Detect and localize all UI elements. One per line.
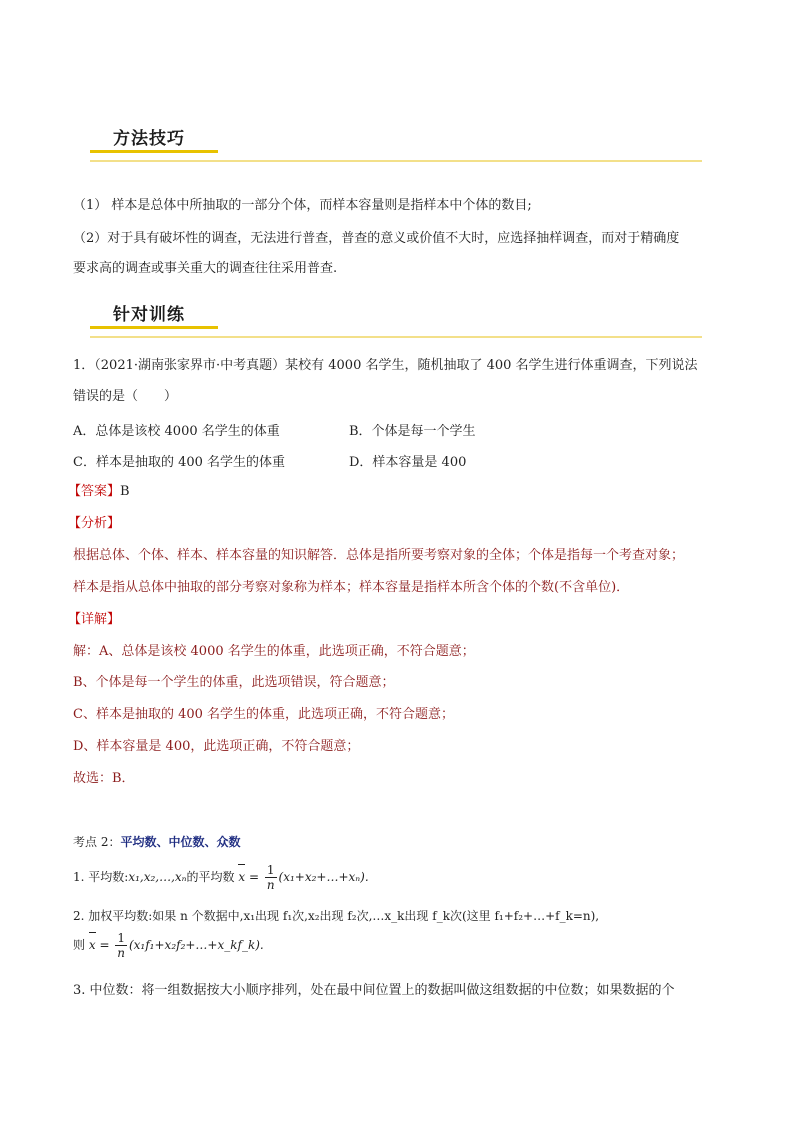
detail-line-2: B、个体是每一个学生的体重，此选项错误，符合题意； — [73, 675, 395, 690]
training-section-title: 针对训练 — [113, 305, 185, 325]
item1-mid: 的平均数 — [186, 870, 235, 884]
item2-formula: (x₁f₁+x₂f₂+…+x_kf_k). — [128, 938, 264, 952]
kaodian-title: 平均数、中位数、众数 — [120, 835, 241, 849]
method-divider — [90, 160, 702, 162]
method-section-title: 方法技巧 — [113, 129, 185, 149]
item1-prefix: 1. 平均数: — [73, 870, 129, 884]
detail-line-4: D、样本容量是 400，此选项正确，不符合题意； — [73, 739, 360, 754]
weighted-mean-symbol: x — [89, 930, 96, 960]
answer-value: B — [120, 484, 130, 499]
option-c: C．样本是抽取的 400 名学生的体重 — [73, 455, 286, 470]
question-stem-1: 1．（2021·湖南张家界市·中考真题）某校有 4000 名学生，随机抽取了 400 名学生进行体重调查，下列说法 — [73, 358, 698, 373]
item-2-line-1: 2. 加权平均数:如果 n 个数据中,x₁出现 f₁次,x₂出现 f₂次,…x_k出现 f_k次(这里 f₁+f₂+…+f_k=n), — [73, 909, 600, 923]
item-1 — [73, 862, 369, 892]
item2-frac-den: n — [117, 946, 126, 960]
kaodian-prefix: 考点 2： — [73, 835, 121, 849]
analysis-line-1: 根据总体、个体、样本、样本容量的知识解答．总体是指所要考察对象的全体；个体是指每一个考查对象； — [73, 548, 685, 563]
detail-label: 【详解】 — [68, 612, 121, 627]
training-divider — [90, 336, 702, 338]
method-line-3: 要求高的调查或事关重大的调查往往采用普查. — [73, 261, 338, 276]
option-d: D．样本容量是 400 — [349, 455, 467, 470]
method-line-2: （2）对于具有破坏性的调查，无法进行普查，普查的意义或价值不大时，应选择抽样调查，而对于精确度 — [73, 231, 680, 246]
item1-formula: (x₁+x₂+…+xₙ). — [278, 870, 369, 884]
item1-fraction — [265, 863, 277, 892]
item2-equals: = — [99, 938, 110, 952]
method-title-underline — [90, 150, 218, 153]
item1-frac-den: n — [266, 878, 275, 892]
detail-line-1: 解：A、总体是该校 4000 名学生的体重，此选项正确，不符合题意； — [73, 644, 475, 659]
question-stem-2: 错误的是（ ） — [73, 389, 178, 404]
detail-line-3: C、样本是抽取的 400 名学生的体重，此选项正确，不符合题意； — [73, 707, 455, 722]
kaodian-heading — [73, 832, 240, 852]
training-title-underline — [90, 326, 218, 329]
item-3: 3. 中位数：将一组数据按大小顺序排列，处在最中间位置上的数据叫做这组数据的中位数；如果数据的个 — [73, 983, 675, 998]
item1-frac-num: 1 — [266, 863, 275, 877]
item2-prefix: 则 — [73, 938, 86, 952]
item1-equals: = — [249, 870, 260, 884]
mean-symbol: x — [238, 862, 245, 892]
item2-frac-num: 1 — [117, 931, 125, 945]
item1-vars: x₁,x₂,…,xₙ — [128, 870, 187, 884]
detail-line-5: 故选：B． — [73, 771, 135, 786]
item2-fraction — [115, 931, 127, 960]
method-line-1: （1） 样本是总体中所抽取的一部分个体，而样本容量则是指样本中个体的数目; — [73, 198, 532, 213]
analysis-line-2: 样本是指从总体中抽取的部分考察对象称为样本；样本容量是指样本所含个体的个数(不含单位)． — [73, 580, 630, 595]
option-a: A．总体是该校 4000 名学生的体重 — [73, 424, 280, 439]
item-2-line-2 — [73, 930, 264, 960]
option-b: B．个体是每一个学生 — [349, 424, 476, 439]
analysis-label: 【分析】 — [68, 516, 121, 531]
answer-row — [68, 482, 130, 502]
answer-label: 【答案】 — [68, 484, 121, 499]
